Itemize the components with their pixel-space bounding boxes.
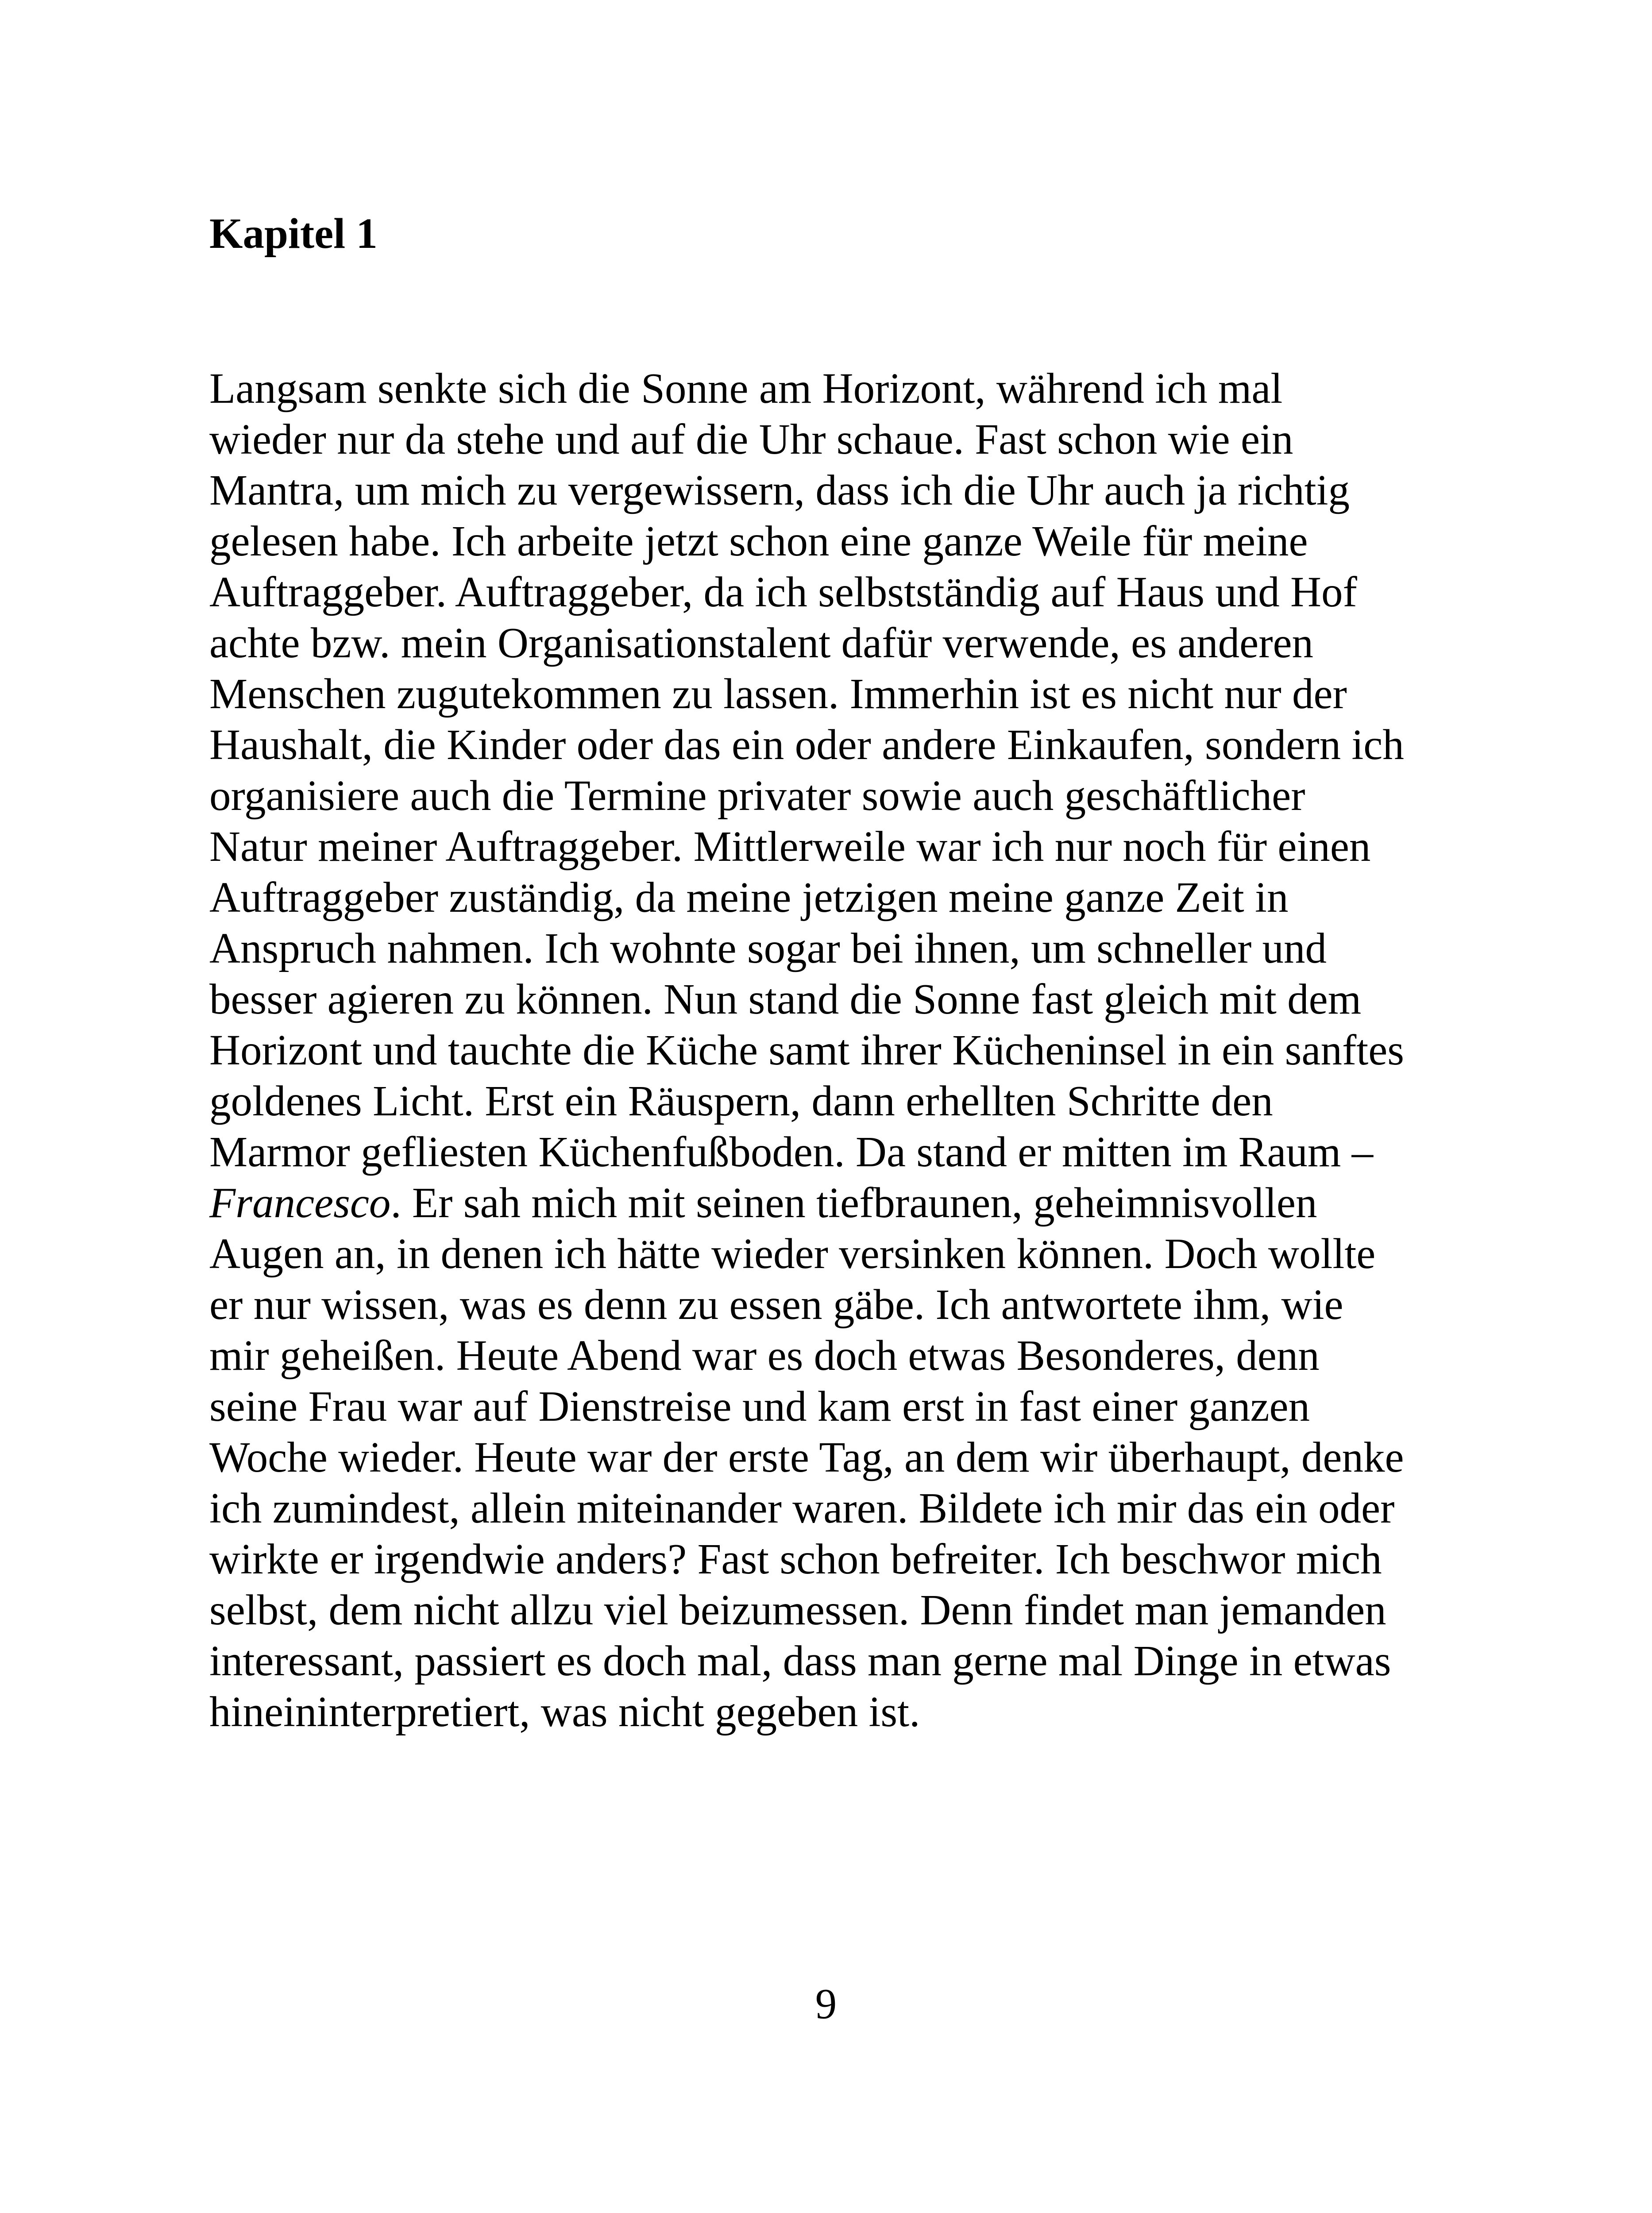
chapter-paragraph xyxy=(209,363,1493,1737)
paragraph-line: Augen an, in denen ich hätte wieder versinken können. Doch wollte xyxy=(209,1230,1376,1277)
paragraph-line: wirkte er irgendwie anders? Fast schon befreiter. Ich beschwor mich xyxy=(209,1535,1382,1583)
paragraph-line: mir geheißen. Heute Abend war es doch etwas Besonderes, denn xyxy=(209,1332,1320,1379)
paragraph-line: selbst, dem nicht allzu viel beizumessen. Denn findet man jemanden xyxy=(209,1586,1386,1634)
chapter-title: Kapitel 1 xyxy=(209,210,378,257)
paragraph-line: Marmor gefliesten Küchenfußboden. Da stand er mitten im Raum – xyxy=(209,1128,1374,1176)
paragraph-line: besser agieren zu können. Nun stand die Sonne fast gleich mit dem xyxy=(209,975,1362,1023)
paragraph-line: organisiere auch die Termine privater sowie auch geschäftlicher xyxy=(209,772,1305,819)
paragraph-line: wieder nur da stehe und auf die Uhr schaue. Fast schon wie ein xyxy=(209,416,1293,463)
paragraph-line: Langsam senkte sich die Sonne am Horizont, während ich mal xyxy=(209,365,1283,412)
paragraph-line: Auftraggeber zuständig, da meine jetzigen meine ganze Zeit in xyxy=(209,874,1289,921)
paragraph-line: hineininterpretiert, was nicht gegeben ist. xyxy=(209,1688,920,1735)
paragraph-line: Natur meiner Auftraggeber. Mittlerweile war ich nur noch für einen xyxy=(209,823,1371,870)
paragraph-line: gelesen habe. Ich arbeite jetzt schon eine ganze Weile für meine xyxy=(209,517,1308,565)
paragraph-line: Menschen zugutekommen zu lassen. Immerhin ist es nicht nur der xyxy=(209,670,1347,717)
paragraph-line: Woche wieder. Heute war der erste Tag, an dem wir überhaupt, denke xyxy=(209,1434,1404,1481)
paragraph-line: ich zumindest, allein miteinander waren. Bildete ich mir das ein oder xyxy=(209,1484,1395,1532)
paragraph-line: goldenes Licht. Erst ein Räuspern, dann erhellten Schritte den xyxy=(209,1077,1273,1125)
character-name: Francesco xyxy=(209,1179,391,1226)
paragraph-line: seine Frau war auf Dienstreise und kam erst in fast einer ganzen xyxy=(209,1383,1310,1430)
line-continuation: . Er sah mich mit seinen tiefbraunen, geheimnisvollen xyxy=(390,1179,1317,1226)
paragraph-line: Auftraggeber. Auftraggeber, da ich selbstständig auf Haus und Hof xyxy=(209,568,1357,616)
paragraph-line xyxy=(209,1177,1493,1228)
paragraph-line: Mantra, um mich zu vergewissern, dass ich die Uhr auch ja richtig xyxy=(209,467,1350,514)
paragraph-line: Horizont und tauchte die Küche samt ihrer Kücheninsel in ein sanftes xyxy=(209,1026,1404,1074)
paragraph-line: interessant, passiert es doch mal, dass man gerne mal Dinge in etwas xyxy=(209,1637,1391,1685)
page-number: 9 xyxy=(815,1980,837,2028)
paragraph-line: achte bzw. mein Organisationstalent dafür verwende, es anderen xyxy=(209,619,1314,667)
paragraph-line: Anspruch nahmen. Ich wohnte sogar bei ihnen, um schneller und xyxy=(209,925,1327,972)
paragraph-line: Haushalt, die Kinder oder das ein oder andere Einkaufen, sondern ich xyxy=(209,721,1404,768)
paragraph-line: er nur wissen, was es denn zu essen gäbe. Ich antwortete ihm, wie xyxy=(209,1281,1343,1328)
